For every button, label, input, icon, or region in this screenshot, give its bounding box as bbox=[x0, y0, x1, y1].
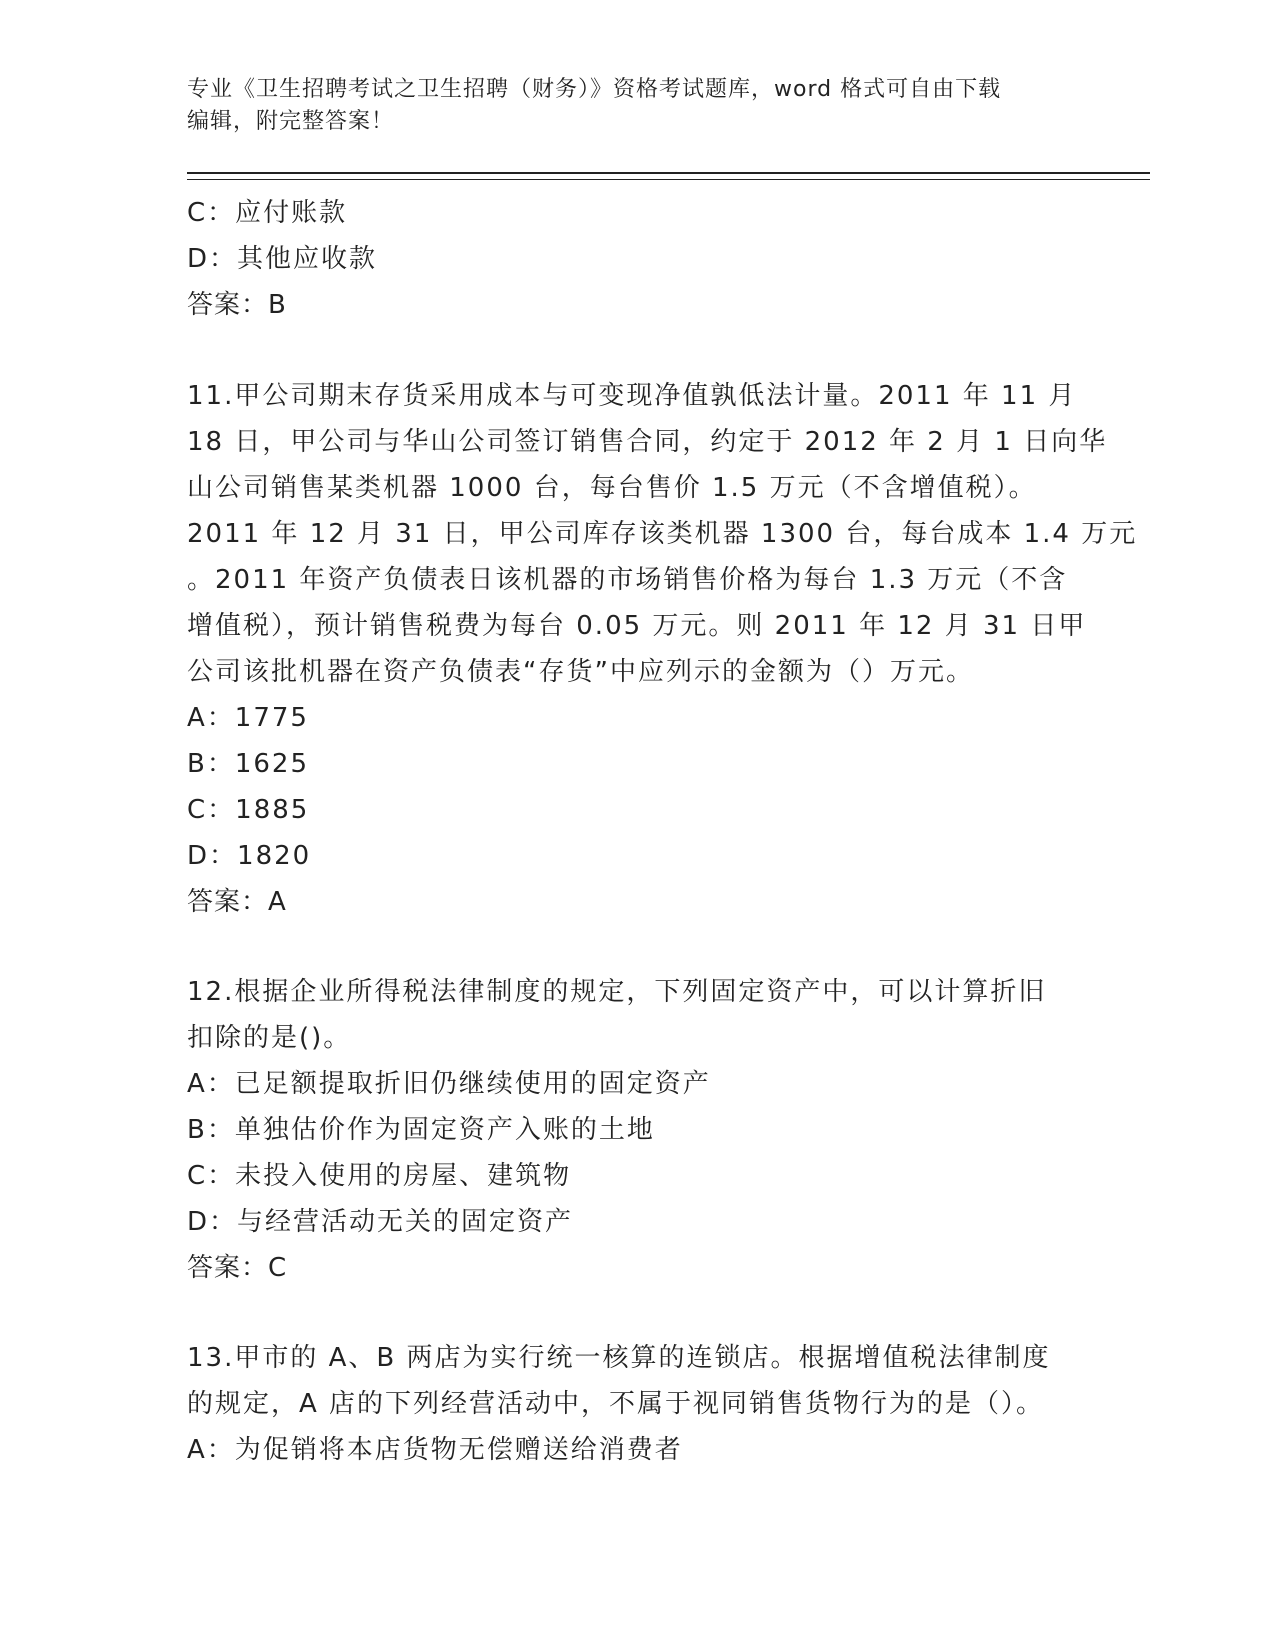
question-text-line: 的规定，A 店的下列经营活动中，不属于视同销售货物行为的是（）。 bbox=[187, 1389, 1045, 1419]
option-b: B：单独估价作为固定资产入账的土地 bbox=[187, 1115, 655, 1145]
option-a: A：1775 bbox=[187, 703, 309, 733]
answer-line: 答案：C bbox=[187, 1253, 288, 1283]
option-d: D：与经营活动无关的固定资产 bbox=[187, 1207, 574, 1237]
question-text-line: 。2011 年资产负债表日该机器的市场销售价格为每台 1.3 万元（不含 bbox=[187, 565, 1068, 595]
option-d: D：1820 bbox=[187, 841, 312, 871]
document-header bbox=[187, 74, 1087, 138]
header-line: 专业《卫生招聘考试之卫生招聘（财务）》资格考试题库，word 格式可自由下载 bbox=[187, 77, 1002, 102]
question-fragment bbox=[187, 190, 1087, 328]
header-line: 编辑，附完整答案！ bbox=[187, 109, 395, 134]
question-text-line: 扣除的是()。 bbox=[187, 1023, 352, 1053]
question-text-line: 公司该批机器在资产负债表“存货”中应列示的金额为（）万元。 bbox=[187, 657, 974, 687]
option-d: D：其他应收款 bbox=[187, 244, 378, 274]
question-text-line: 18 日，甲公司与华山公司签订销售合同，约定于 2012 年 2 月 1 日向华 bbox=[187, 427, 1108, 457]
option-a: A：已足额提取折旧仍继续使用的固定资产 bbox=[187, 1069, 711, 1099]
header-divider-thin bbox=[187, 179, 1150, 180]
option-c: C：应付账款 bbox=[187, 198, 348, 228]
question-11 bbox=[187, 373, 1138, 925]
option-c: C：未投入使用的房屋、建筑物 bbox=[187, 1161, 572, 1191]
question-12 bbox=[187, 969, 1087, 1291]
option-b: B：1625 bbox=[187, 749, 310, 779]
answer-line: 答案：A bbox=[187, 887, 287, 917]
question-text-line: 12.根据企业所得税法律制度的规定，下列固定资产中，可以计算折旧 bbox=[187, 977, 1047, 1007]
question-13 bbox=[187, 1335, 1087, 1473]
option-a: A：为促销将本店货物无偿赠送给消费者 bbox=[187, 1435, 683, 1465]
header-divider-thick bbox=[187, 172, 1150, 174]
question-text-line: 增值税），预计销售税费为每台 0.05 万元。则 2011 年 12 月 31 日甲 bbox=[187, 611, 1087, 641]
answer-line: 答案：B bbox=[187, 290, 287, 320]
question-text-line: 2011 年 12 月 31 日，甲公司库存该类机器 1300 台，每台成本 1.4 万元 bbox=[187, 519, 1138, 549]
question-text-line: 山公司销售某类机器 1000 台，每台售价 1.5 万元（不含增值税）。 bbox=[187, 473, 1037, 503]
option-c: C：1885 bbox=[187, 795, 310, 825]
question-text-line: 13.甲市的 A、B 两店为实行统一核算的连锁店。根据增值税法律制度 bbox=[187, 1343, 1051, 1373]
question-list bbox=[187, 190, 1138, 1473]
question-text-line: 11.甲公司期末存货采用成本与可变现净值孰低法计量。2011 年 11 月 bbox=[187, 381, 1077, 411]
